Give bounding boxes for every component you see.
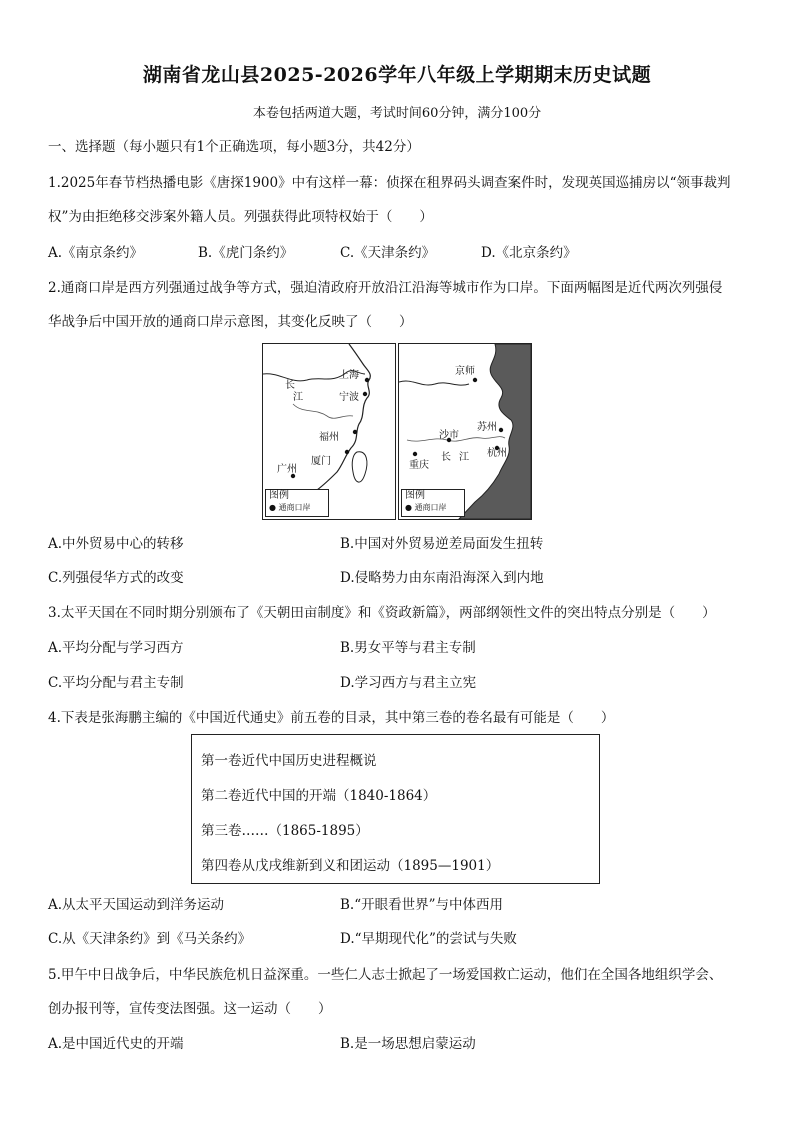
q3-option-c: C.平均分配与君主专制 [48,675,184,691]
q5-option-a: A.是中国近代史的开端 [48,1036,184,1052]
q4-option-d: D.“早期现代化”的尝试与失败 [340,931,517,947]
q5-stem-line2: 创办报刊等，宣传变法图强。这一运动（ ） [48,1001,332,1017]
map2-label-jingshi: 京师 [455,366,475,377]
treaty-port-maps [262,343,532,518]
toc-row: 第二卷近代中国的开端（1840-1864） [201,788,437,804]
q2-stem-line2: 华战争后中国开放的通商口岸示意图，其变化反映了（ ） [48,314,413,330]
page-title: 湖南省龙山县2025-2026学年八年级上学期期末历史试题 [142,64,652,86]
q2-option-d: D.侵略势力由东南沿海深入到内地 [340,570,544,586]
map2-label-shashi: 沙市 [439,430,459,441]
toc-row: 第四卷从戊戌维新到义和团运动（1895—1901） [201,858,500,874]
table-of-contents [191,734,600,884]
q3-option-d: D.学习西方与君主立宪 [340,675,477,691]
section-heading: 一、选择题（每小题只有1个正确选项，每小题3分，共42分） [48,139,420,155]
q2-option-a: A.中外贸易中心的转移 [48,536,184,552]
q2-option-b: B.中国对外贸易逆差局面发生扭转 [340,536,544,552]
map1-label-chang: 长 [285,380,295,391]
q4-stem: 4.下表是张海鹏主编的《中国近代通史》前五卷的目录，其中第三卷的卷名最有可能是（ ） [48,710,615,726]
map2-legend [401,489,465,517]
q3-option-a: A.平均分配与学习西方 [48,640,184,656]
map1-label-shanghai: 上海 [339,370,359,381]
map1-legend-item: ● 通商口岸 [269,503,311,512]
q4-option-c: C.从《天津条约》到《马关条约》 [48,931,252,947]
map2-legend-item: ● 通商口岸 [405,503,447,512]
map1-label-guangzhou: 广州 [277,464,297,475]
map2-label-chang: 长 [441,452,451,463]
q4-option-b: B.“开眼看世界”与中体西用 [340,897,504,913]
map1-label-ningbo: 宁波 [339,392,359,403]
exam-info: 本卷包括两道大题，考试时间60分钟，满分100分 [252,106,542,121]
toc-row: 第三卷……（1865-1895） [201,823,369,839]
q3-stem: 3.太平天国在不同时期分别颁布了《天朝田亩制度》和《资政新篇》，两部纲领性文件的突出特点分别是（ ） [48,605,716,621]
q1-option-a: A.《南京条约》 [48,245,144,261]
q1-stem-line1: 1.2025年春节档热播电影《唐探1900》中有这样一幕：侦探在租界码头调查案件时，发现英国巡捕房以“领事裁判 [48,175,731,191]
map2-label-suzhou: 苏州 [477,422,497,433]
treaty-port-map-1 [262,343,396,520]
map2-label-hangzhou: 杭州 [487,448,507,459]
q2-stem-line1: 2.通商口岸是西方列强通过战争等方式，强迫清政府开放沿江沿海等城市作为口岸。下面两幅图是近代两次列强侵 [48,280,723,296]
map1-legend [265,489,329,517]
q1-stem-line2: 权”为由拒绝移交涉案外籍人员。列强获得此项特权始于（ ） [48,209,433,225]
q1-option-d: D.《北京条约》 [481,245,577,261]
map2-label-chongqing: 重庆 [409,460,429,471]
map1-label-fuzhou: 福州 [319,432,339,443]
map2-legend-title: 图例 [405,490,425,501]
map1-label-xiamen: 厦门 [311,456,331,467]
q5-stem-line1: 5.甲午中日战争后，中华民族危机日益深重。一些仁人志士掀起了一场爱国救亡运动，他们在全国各地组织学会、 [48,967,723,983]
q5-option-b: B.是一场思想启蒙运动 [340,1036,476,1052]
q1-option-c: C.《天津条约》 [340,245,436,261]
map2-label-jiang: 江 [459,452,469,463]
q1-option-b: B.《虎门条约》 [198,245,294,261]
q3-option-b: B.男女平等与君主专制 [340,640,476,656]
map1-legend-title: 图例 [269,490,289,501]
treaty-port-map-2 [398,343,532,520]
q2-option-c: C.列强侵华方式的改变 [48,570,184,586]
map1-label-jiang: 江 [293,392,303,403]
q4-option-a: A.从太平天国运动到洋务运动 [48,897,225,913]
toc-row: 第一卷近代中国历史进程概说 [201,753,377,769]
